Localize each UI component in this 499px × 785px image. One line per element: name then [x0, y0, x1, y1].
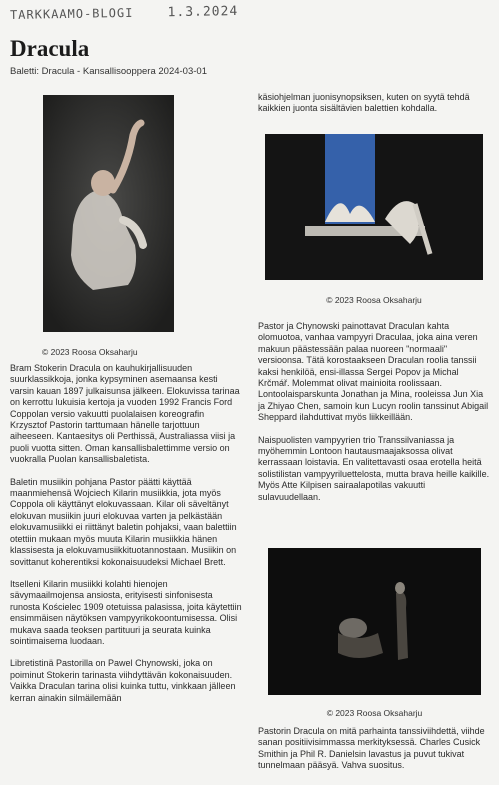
- photo-1-caption: © 2023 Roosa Oksaharju: [42, 347, 138, 357]
- handwritten-date: 1.3.2024: [167, 4, 239, 21]
- right-column-bottom: [258, 726, 490, 783]
- paragraph: Pastorin Dracula on mitä parhainta tanssiviihdettä, viihde sanan positiivisimmassa merkityksessä. Charles Cusick Smithin ja Phil R. Danielsin lavastus ja puvut tukivat tunnelmaan pääsyä. Vahva suositus.: [258, 726, 485, 771]
- handwritten-blog-name: TARKKAAMO-BLOGI: [9, 5, 134, 22]
- dancer-photo-2-image: [265, 134, 483, 280]
- paragraph: Libretistinä Pastorilla on Pawel Chynowski, joka on poiminut Stokerin tarinasta viihdyttävän kokonaisuuden. Vaikka Draculan tarina olisi kuinka tuttu, vinkkaan jälleen kerran ainakin silmäilemään: [10, 658, 236, 703]
- article-subtitle: Baletti: Dracula - Kansallisooppera 2024-03-01: [10, 66, 207, 77]
- paragraph: Baletin musiikin pohjana Pastor päätti käyttää maanmiehensä Wojciech Kilarin musiikkia, jota myös Coppola oli käyttänyt elokuvassaan. Kilar oli säveltänyt elokuvan musiikin juuri elokuvaa varten ja pelkästään elokuvamusiikki ei riittänyt baletin pohjaksi, vaan balettiin otettiin mukaan myös muuta Kilarin musiikkia hänen klassisesta ja elokuvamusiikkituotannostaan. Musiikin on sovittanut koherentiksi kokonaisuudeksi Michael Brett.: [10, 476, 237, 567]
- left-column: [10, 363, 243, 715]
- paragraph: Itselleni Kilarin musiikki kolahti hienojen sävymaailmojensa ansiosta, erityisesti sinfonisesta runosta Kościelec 1909 otetuissa palasissa, joita käytettiin ensimmäisen näytöksen vampyyrikokoontumisessa. Olisi mukava saada teoksen partituuri ja seurata kuinka sointimaisema luodaan.: [10, 578, 242, 646]
- dancer-photo-2: [265, 134, 483, 280]
- photo-2-caption: © 2023 Roosa Oksaharju: [326, 295, 422, 305]
- dancer-photo-3-image: [268, 548, 481, 695]
- dancer-photo-1-image: [43, 95, 174, 332]
- paragraph: Naispuolisten vampyyrien trio Transsilvaniassa ja myöhemmin Lontoon hautausmaajaksossa olivat kerrassaan loistavia. En valitettavasti osaa erotella heitä solistilistan vampyyriluettelosta, mutta brava heille kaikille. Myös Atte Kilpisen sairaalapotilas vakuutti sulavuudellaan.: [258, 434, 490, 502]
- paragraph: Bram Stokerin Dracula on kauhukirjallisuuden suurklassikkoja, jonka kypsyminen asemaansa kesti varsin kauan 1897 julkaisunsa jälkeen. Elokuvissa tarinaa on kerrottu lukuisia kertoja ja vuoden 1992 Francis Ford Coppolan versio vakuutti puolalaisen koreografin Krzysztof Pastorin tarttumaan hänelle tarjottuun aiheeseen. Kantaesitys oli Perthissä, Australiassa viisi ja puoli vuotta sitten. Oman kansallisbalettimme versio on vuokralla Puolan kansallisbaletista.: [10, 363, 240, 465]
- right-column-top: [258, 92, 490, 126]
- photo-3-caption: © 2023 Roosa Oksaharju: [326, 708, 423, 718]
- paragraph: Pastor ja Chynowski painottavat Draculan kahta olomuotoa, vanhaa vampyyri Draculaa, joka aina veren makuun päästessään palaa nuoreen "normaali" versioonsa. Tätä korostaakseen Draculan roolia tanssii kaksi henkilöä, ensi-illassa Sergei Popov ja Michal Krčmář. Molemmat olivat mainioita roolissaan. Lontoolaisparskunta Jonathan ja Mina, rooleissa Jun Xia ja Zhiyao Chen, samoin kun Lucyn roolin tanssinut Abigail Sheppard ilahduttivat myös liikkeillään.: [258, 321, 489, 423]
- dancer-photo-1: [43, 95, 174, 332]
- article-title: Dracula: [10, 36, 90, 61]
- right-column-mid: [258, 321, 490, 514]
- handwritten-note: [10, 4, 238, 23]
- paragraph: käsiohjelman juonisynopsiksen, kuten on syytä tehdä kaikkien juonta sisältävien balettien kohdalla.: [258, 92, 470, 114]
- dancer-photo-3: [268, 548, 481, 695]
